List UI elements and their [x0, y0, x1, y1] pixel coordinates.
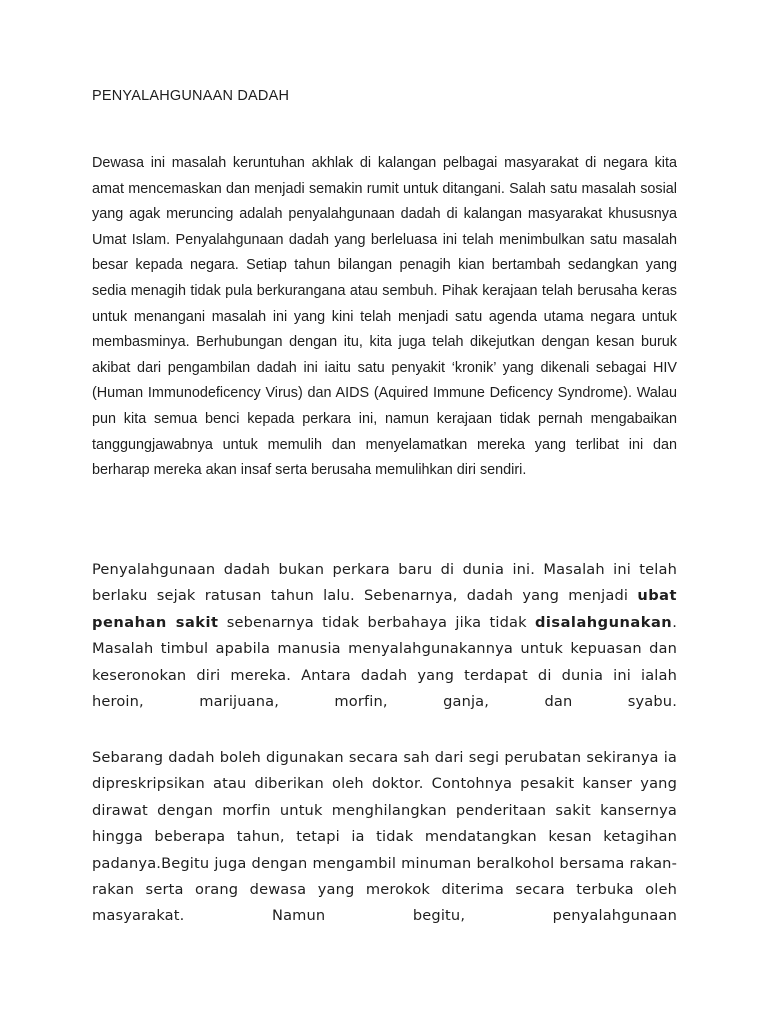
- paragraph-3: Sebarang dadah boleh digunakan secara sah dari segi perubatan sekiranya ia dipreskripsikan atau diberikan oleh doktor. Contohnya pesakit kanser yang dirawat dengan morfin untuk menghilangkan penderitaan sakit kansernya hingga beberapa tahun, tetapi ia tidak mendatangkan kesan ketagihan padanya.Begitu juga dengan mengambil minuman beralkohol bersama rakan-rakan serta orang dewasa yang merokok diterima secara terbuka oleh masyarakat. Namun begitu, penyalahgunaan: [92, 749, 677, 925]
- document-page: [92, 0, 677, 1024]
- paragraph-2-text-1: Penyalahgunaan dadah bukan perkara baru di dunia ini. Masalah ini telah berlaku sejak ratusan tahun lalu. Sebenarnya, dadah yang menjadi: [92, 561, 677, 605]
- document-title: PENYALAHGUNAAN DADAH: [92, 88, 290, 104]
- paragraph-2-text-2: sebenarnya tidak berbahaya jika tidak: [218, 613, 535, 631]
- paragraph-2-bold-2: disalahgunakan: [534, 613, 673, 631]
- paragraph-1: Dewasa ini masalah keruntuhan akhlak di kalangan pelbagai masyarakat di negara kita amat mencemaskan dan menjadi semakin rumit untuk ditangani. Salah satu masalah sosial yang agak meruncing adalah penyalahgunaan dadah di kalangan masyarakat khususnya Umat Islam. Penyalahgunaan dadah yang berleluasa ini telah menimbulkan satu masalah besar kepada negara. Setiap tahun bilangan penagih kian bertambah sedangkan yang sedia menagih tidak pula berkurangana atau sembuh. Pihak kerajaan telah berusaha keras untuk menangani masalah ini yang kini telah menjadi satu agenda utama negara untuk membasminya. Berhubungan dengan itu, kita juga telah dikejutkan dengan kesan buruk akibat dari pengambilan dadah ini iaitu satu penyakit ‘kronik’ yang dikenali sebagai HIV (Human Immunodeficency Virus) dan AIDS (Aquired Immune Deficency Syndrome). Walau pun kita semua benci kepada perkara ini, namun kerajaan tidak pernah mengabaikan tanggungjawabnya untuk memulih dan menyelamatkan mereka yang terlibat ini dan berharap mereka akan insaf serta berusaha memulihkan diri sendiri.: [92, 155, 677, 479]
- paragraph-2-text-3: . Masalah timbul apabila manusia menyalahgunakannya untuk kepuasan dan keseronokan diri mereka. Antara dadah yang terdapat di dunia ini ialah heroin, marijuana, morfin, ganja, dan syabu.: [92, 613, 677, 711]
- paragraph-2-bold-1: ubat penahan sakit: [92, 587, 677, 631]
- paragraph-2: [92, 557, 677, 715]
